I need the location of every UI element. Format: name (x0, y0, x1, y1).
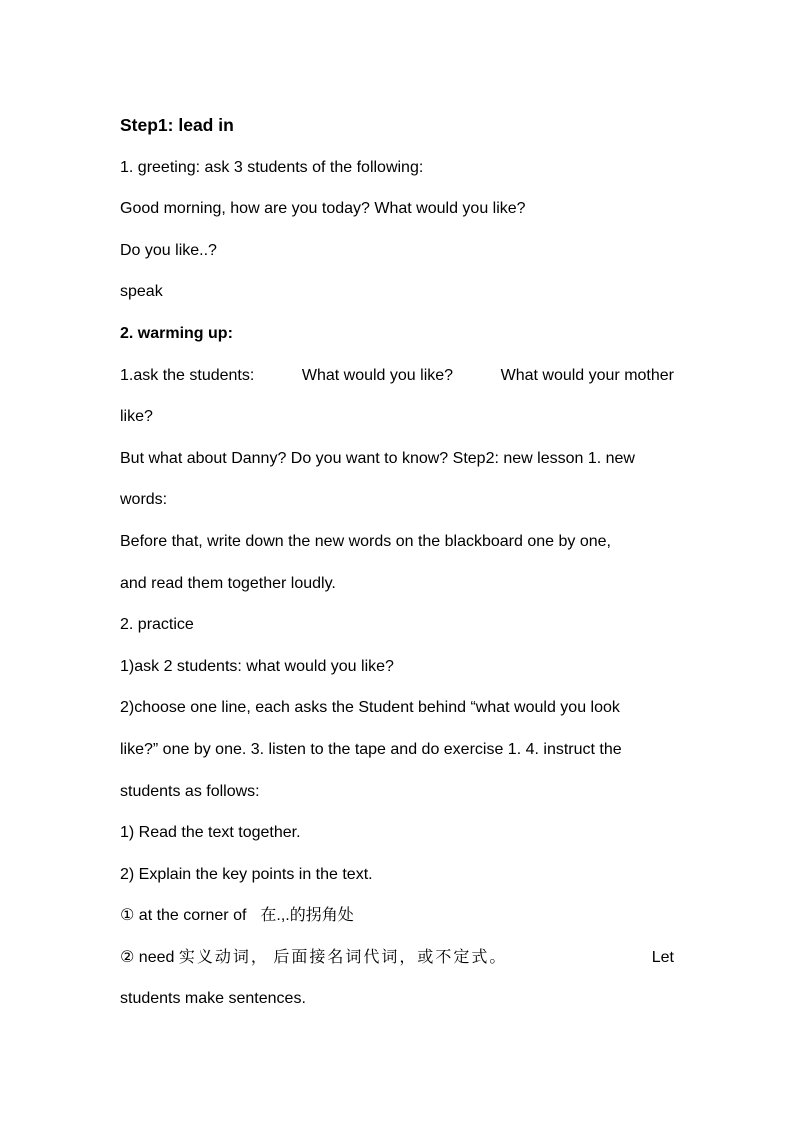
text-segment: 1.ask the students: (120, 366, 255, 384)
text-segment: ① at the corner of (120, 907, 247, 925)
section-heading: Step1: lead in (120, 115, 234, 135)
text-line: students as follows: (120, 782, 260, 800)
text-line: 1. greeting: ask 3 students of the following: (120, 158, 424, 176)
text-line (120, 895, 674, 937)
text-line: 1) Read the text together. (120, 824, 301, 842)
text-line: words: (120, 491, 168, 509)
text-line-justified (120, 937, 674, 979)
text-line: Good morning, how are you today? What would you like? (120, 200, 526, 218)
text-line: Before that, write down the new words on the blackboard one by one, (120, 532, 611, 550)
text-segment: ② need (120, 948, 175, 966)
text-line: and read them together loudly. (120, 574, 336, 592)
text-segment: What would your mother (500, 366, 674, 384)
text-line: like?” one by one. 3. listen to the tape and do exercise 1. 4. instruct the (120, 740, 622, 758)
text-line: like? (120, 408, 153, 426)
text-segment: 后面接名词代词，或不定式。 (273, 948, 508, 966)
text-segment: 实义动词， (178, 948, 269, 966)
text-line: speak (120, 283, 163, 301)
text-line: students make sentences. (120, 990, 306, 1008)
document-body (120, 105, 674, 1020)
text-line: 2) Explain the key points in the text. (120, 865, 373, 883)
text-line: 2. practice (120, 616, 194, 634)
text-line: Do you like..? (120, 241, 217, 259)
text-line: 2)choose one line, each asks the Student behind “what would you look (120, 699, 620, 717)
text-line: 1)ask 2 students: what would you like? (120, 657, 394, 675)
text-line-justified (120, 355, 674, 397)
text-line: But what about Danny? Do you want to know? Step2: new lesson 1. new (120, 449, 635, 467)
text-segment: What would you like? (301, 366, 454, 384)
subsection-heading: 2. warming up: (120, 324, 233, 342)
text-segment-group (120, 937, 507, 979)
text-segment: Let (651, 948, 674, 966)
text-segment: 在.,.的拐角处 (260, 907, 354, 925)
